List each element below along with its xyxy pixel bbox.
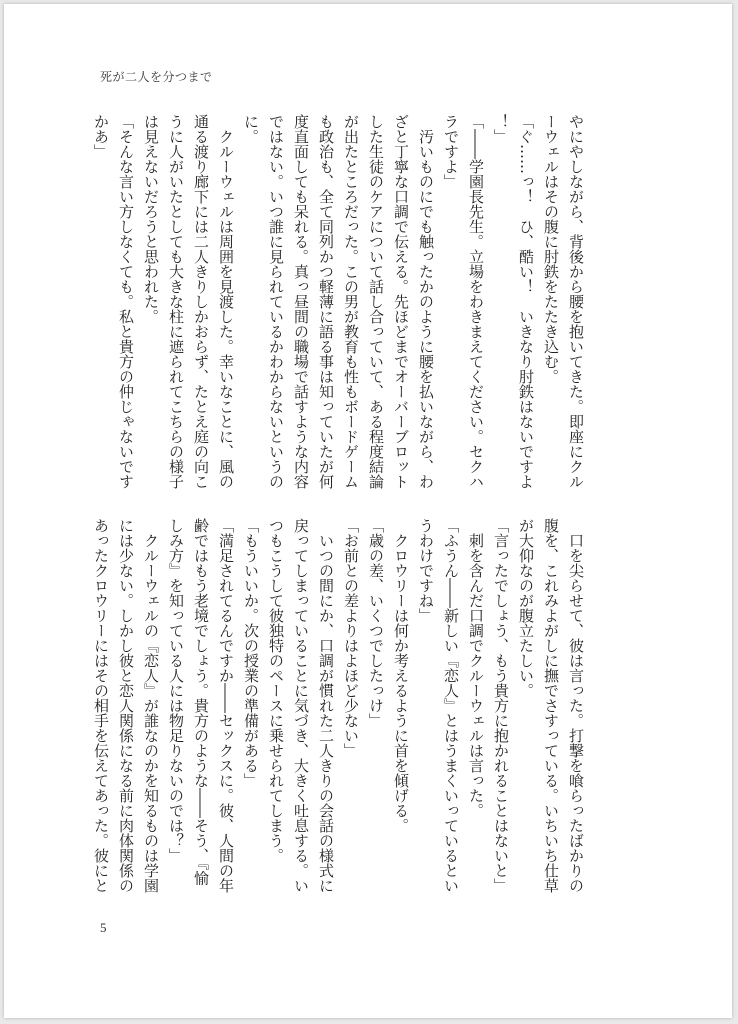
text-column: 齢ではもう老境でしょう。貴方のような――そう、『愉 xyxy=(192,518,210,886)
text-column: 「お前との差よりはよほど少ない」 xyxy=(342,518,360,758)
text-column: ざと丁寧な口調で伝える。先ほどまでオーバーブロット xyxy=(392,114,410,489)
text-column: には少ない。しかし彼と恋人関係になる前に肉体関係の xyxy=(117,518,135,893)
text-column: 「ふうん――新しい『恋人』とはうまくいっているとい xyxy=(442,518,460,893)
text-column: も政治も、全て同列かつ軽薄に語る事は知っていたが何 xyxy=(317,114,335,489)
text-column: ではない。いつ誰に見られているかわからないというの xyxy=(267,114,285,489)
text-column: うわけですね」 xyxy=(417,518,435,623)
text-column: 戻ってしまっていることに気づき、大きく吐息する。い xyxy=(292,518,310,893)
text-column: に。 xyxy=(242,114,260,144)
text-column: 汚いものにでも触ったかのように腰を払いながら、わ xyxy=(417,114,435,489)
text-column: が大仰なのが腹立たしい。 xyxy=(517,518,535,698)
text-column: クルーウェルの『恋人』が誰なのかを知るものは学園 xyxy=(142,518,160,893)
text-column: かあ」 xyxy=(92,114,110,159)
running-title: 死が二人を分つまで xyxy=(100,70,213,84)
text-column: 口を尖らせて、彼は言った。打撃を喰らったばかりの xyxy=(567,518,585,893)
text-column: ーウェルはその腹に肘鉄をたたき込む。 xyxy=(542,114,560,384)
text-column: 「満足されてるんですか――セックスに。彼、人間の年 xyxy=(217,518,235,893)
text-column: あったクロウリーにはその相手を伝えてあった。彼にと xyxy=(92,518,110,893)
text-column: いつの間にか、口調が慣れた二人きりの会話の様式に xyxy=(317,518,335,893)
text-column: 「言ったでしょう、もう貴方に抱かれることはないと」 xyxy=(492,518,510,893)
text-column: 度直面しても呆れる。真っ昼間の職場で話すような内容 xyxy=(292,114,310,489)
text-column: クルーウェルは周囲を見渡した。幸いなことに、風の xyxy=(217,114,235,489)
text-column: 「ぐ……っ！ ひ、酷い！ いきなり肘鉄はないですよ xyxy=(517,114,535,489)
text-column: 「そんな言い方しなくても。私と貴方の仲じゃないです xyxy=(117,114,135,489)
text-column: しみ方』を知っている人には物足りないのでは？」 xyxy=(167,518,185,863)
text-tier-bottom xyxy=(88,518,588,898)
text-column: 「もういいか。次の授業の準備がある」 xyxy=(242,518,260,788)
text-column: した生徒のケアについて話し合っていて、ある程度結論 xyxy=(367,114,385,489)
book-page xyxy=(4,4,732,1018)
text-column: ！」 xyxy=(492,114,510,144)
text-column: 刺を含んだ口調でクルーウェルは言った。 xyxy=(467,518,485,818)
text-column: うに人がいたとしても大きな柱に遮られてこちらの様子 xyxy=(167,114,185,489)
text-column: クロウリーは何か考えるように首を傾げる。 xyxy=(392,518,410,833)
page-number: 5 xyxy=(100,920,107,935)
text-column: が出たところだった。この男が教育も性もボードゲーム xyxy=(342,114,360,489)
text-column: つもこうして彼独特のペースに乗せられてしまう。 xyxy=(267,518,285,863)
text-tier-top xyxy=(88,114,588,494)
text-column: やにやしながら、背後から腰を抱いてきた。即座にクル xyxy=(567,114,585,489)
text-column: 「――学園長先生。立場をわきまえてください。セクハ xyxy=(467,114,485,489)
text-column: 腹を、これみよがしに撫でさすっている。いちいち仕草 xyxy=(542,518,560,893)
text-column: 「歳の差、いくつでしたっけ」 xyxy=(367,518,385,728)
text-column: ラですよ」 xyxy=(442,114,460,189)
text-column: 通る渡り廊下には二人きりしかおらず、たとえ庭の向こ xyxy=(192,114,210,489)
text-column: は見えないだろうと思われた。 xyxy=(142,114,160,324)
